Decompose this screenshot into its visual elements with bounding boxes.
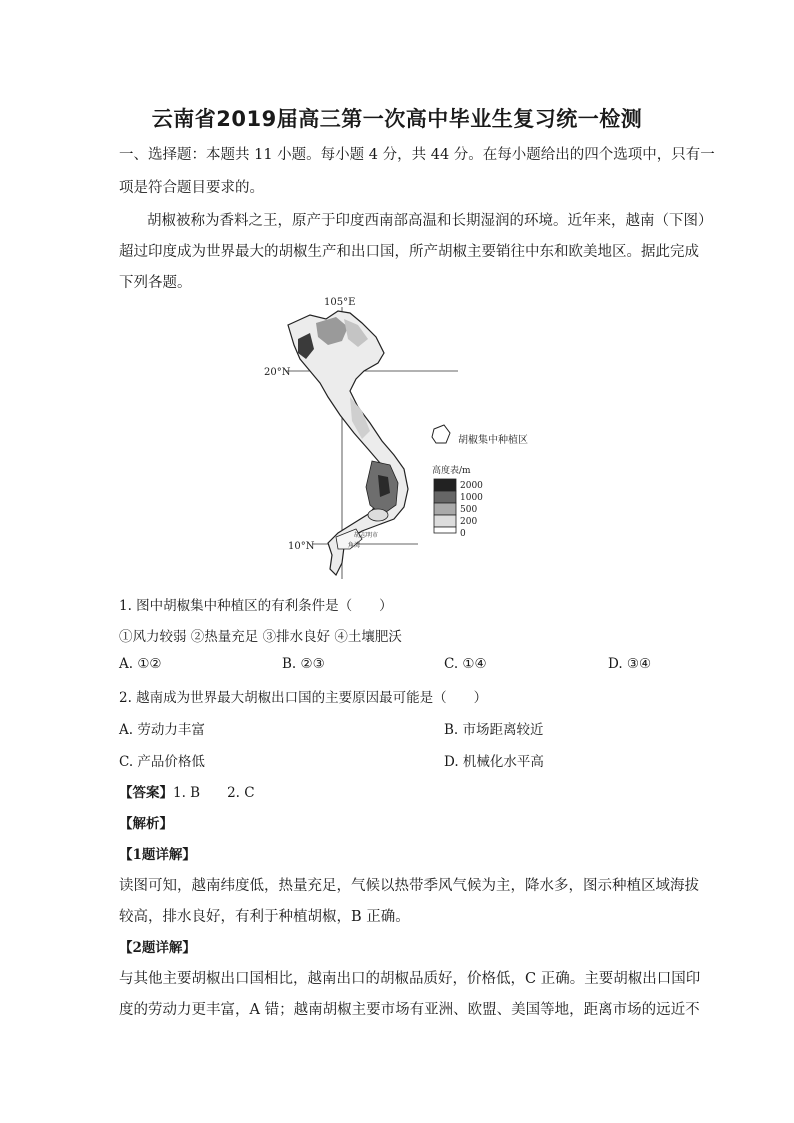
- detail-2-line-1: 与其他主要胡椒出口国相比，越南出口的胡椒品质好，价格低，C 正确。主要胡椒出口国印: [119, 971, 701, 987]
- detail-2-line-2: 度的劳动力更丰富，A 错；越南胡椒主要市场有亚洲、欧盟、美国等地，距离市场的远近不: [119, 1002, 700, 1018]
- question-2-option-b: B. 市场距离较近: [444, 722, 544, 738]
- legend-swatch-1000: [434, 491, 456, 503]
- label-bay: 角湾: [348, 542, 361, 549]
- answer-label: 【答案】: [119, 785, 173, 801]
- highland-south-ring: [368, 509, 388, 521]
- question-1-option-b: B. ②③: [282, 656, 325, 672]
- question-2-option-d: D. 机械化水平高: [444, 754, 544, 770]
- label-10n: 10°N: [288, 541, 315, 552]
- section-instruction-line-1: 一、选择题：本题共 11 小题。每小题 4 分，共 44 分。在每小题给出的四个选项中，只有一: [119, 147, 715, 163]
- legend-level-0: 0: [460, 529, 466, 539]
- detail-2-label: 【2题详解】: [119, 940, 196, 956]
- vietnam-map-figure: [258, 293, 550, 581]
- detail-1-line-1: 读图可知，越南纬度低，热量充足，气候以热带季风气候为主，降水多，图示种植区域海拔: [119, 878, 699, 894]
- passage-line-2: 超过印度成为世界最大的胡椒生产和出口国，所产胡椒主要销往中东和欧美地区。据此完成: [119, 244, 699, 260]
- legend-level-200: 200: [460, 517, 478, 527]
- question-1-conditions: ①风力较弱 ②热量充足 ③排水良好 ④土壤肥沃: [119, 629, 402, 645]
- question-2-option-c: C. 产品价格低: [119, 754, 205, 770]
- legend-swatch-500: [434, 503, 456, 515]
- passage-line-3: 下列各题。: [119, 275, 192, 291]
- section-instruction-line-2: 项是符合题目要求的。: [119, 180, 264, 196]
- question-2-option-a: A. 劳动力丰富: [119, 722, 205, 738]
- legend-swatch-0: [434, 527, 456, 533]
- question-1-option-a: A. ①②: [119, 656, 162, 672]
- legend-level-1000: 1000: [460, 493, 483, 503]
- legend-elevation-title: 高度表/m: [432, 466, 471, 476]
- vietnam-map: [258, 293, 550, 581]
- question-1-option-d: D. ③④: [608, 656, 652, 672]
- page-title: 云南省2019届高三第一次高中毕业生复习统一检测: [151, 107, 643, 131]
- legend-level-500: 500: [460, 505, 478, 515]
- question-1-option-c: C. ①④: [444, 656, 487, 672]
- detail-1-label: 【1题详解】: [119, 847, 196, 863]
- detail-1-line-2: 较高，排水良好，有利于种植胡椒，B 正确。: [119, 909, 410, 925]
- question-1-stem: 1. 图中胡椒集中种植区的有利条件是（ ）: [119, 598, 393, 614]
- analysis-label: 【解析】: [119, 816, 173, 832]
- legend-swatch-2000: [434, 479, 456, 491]
- question-2-stem: 2. 越南成为世界最大胡椒出口国的主要原因最可能是（ ）: [119, 690, 488, 706]
- answer-text: 1. B 2. C: [173, 785, 255, 801]
- label-105e: 105°E: [324, 297, 356, 308]
- legend-level-2000: 2000: [460, 481, 483, 491]
- legend-pepper-symbol: [432, 425, 450, 443]
- label-hcmc: 胡志明市: [354, 532, 379, 539]
- legend-swatch-200: [434, 515, 456, 527]
- legend-pepper-label: 胡椒集中种植区: [458, 435, 528, 446]
- passage-line-1: 胡椒被称为香料之王，原产于印度西南部高温和长期湿润的环境。近年来，越南（下图）: [147, 213, 713, 229]
- label-20n: 20°N: [264, 367, 291, 378]
- answer-line: [119, 781, 685, 801]
